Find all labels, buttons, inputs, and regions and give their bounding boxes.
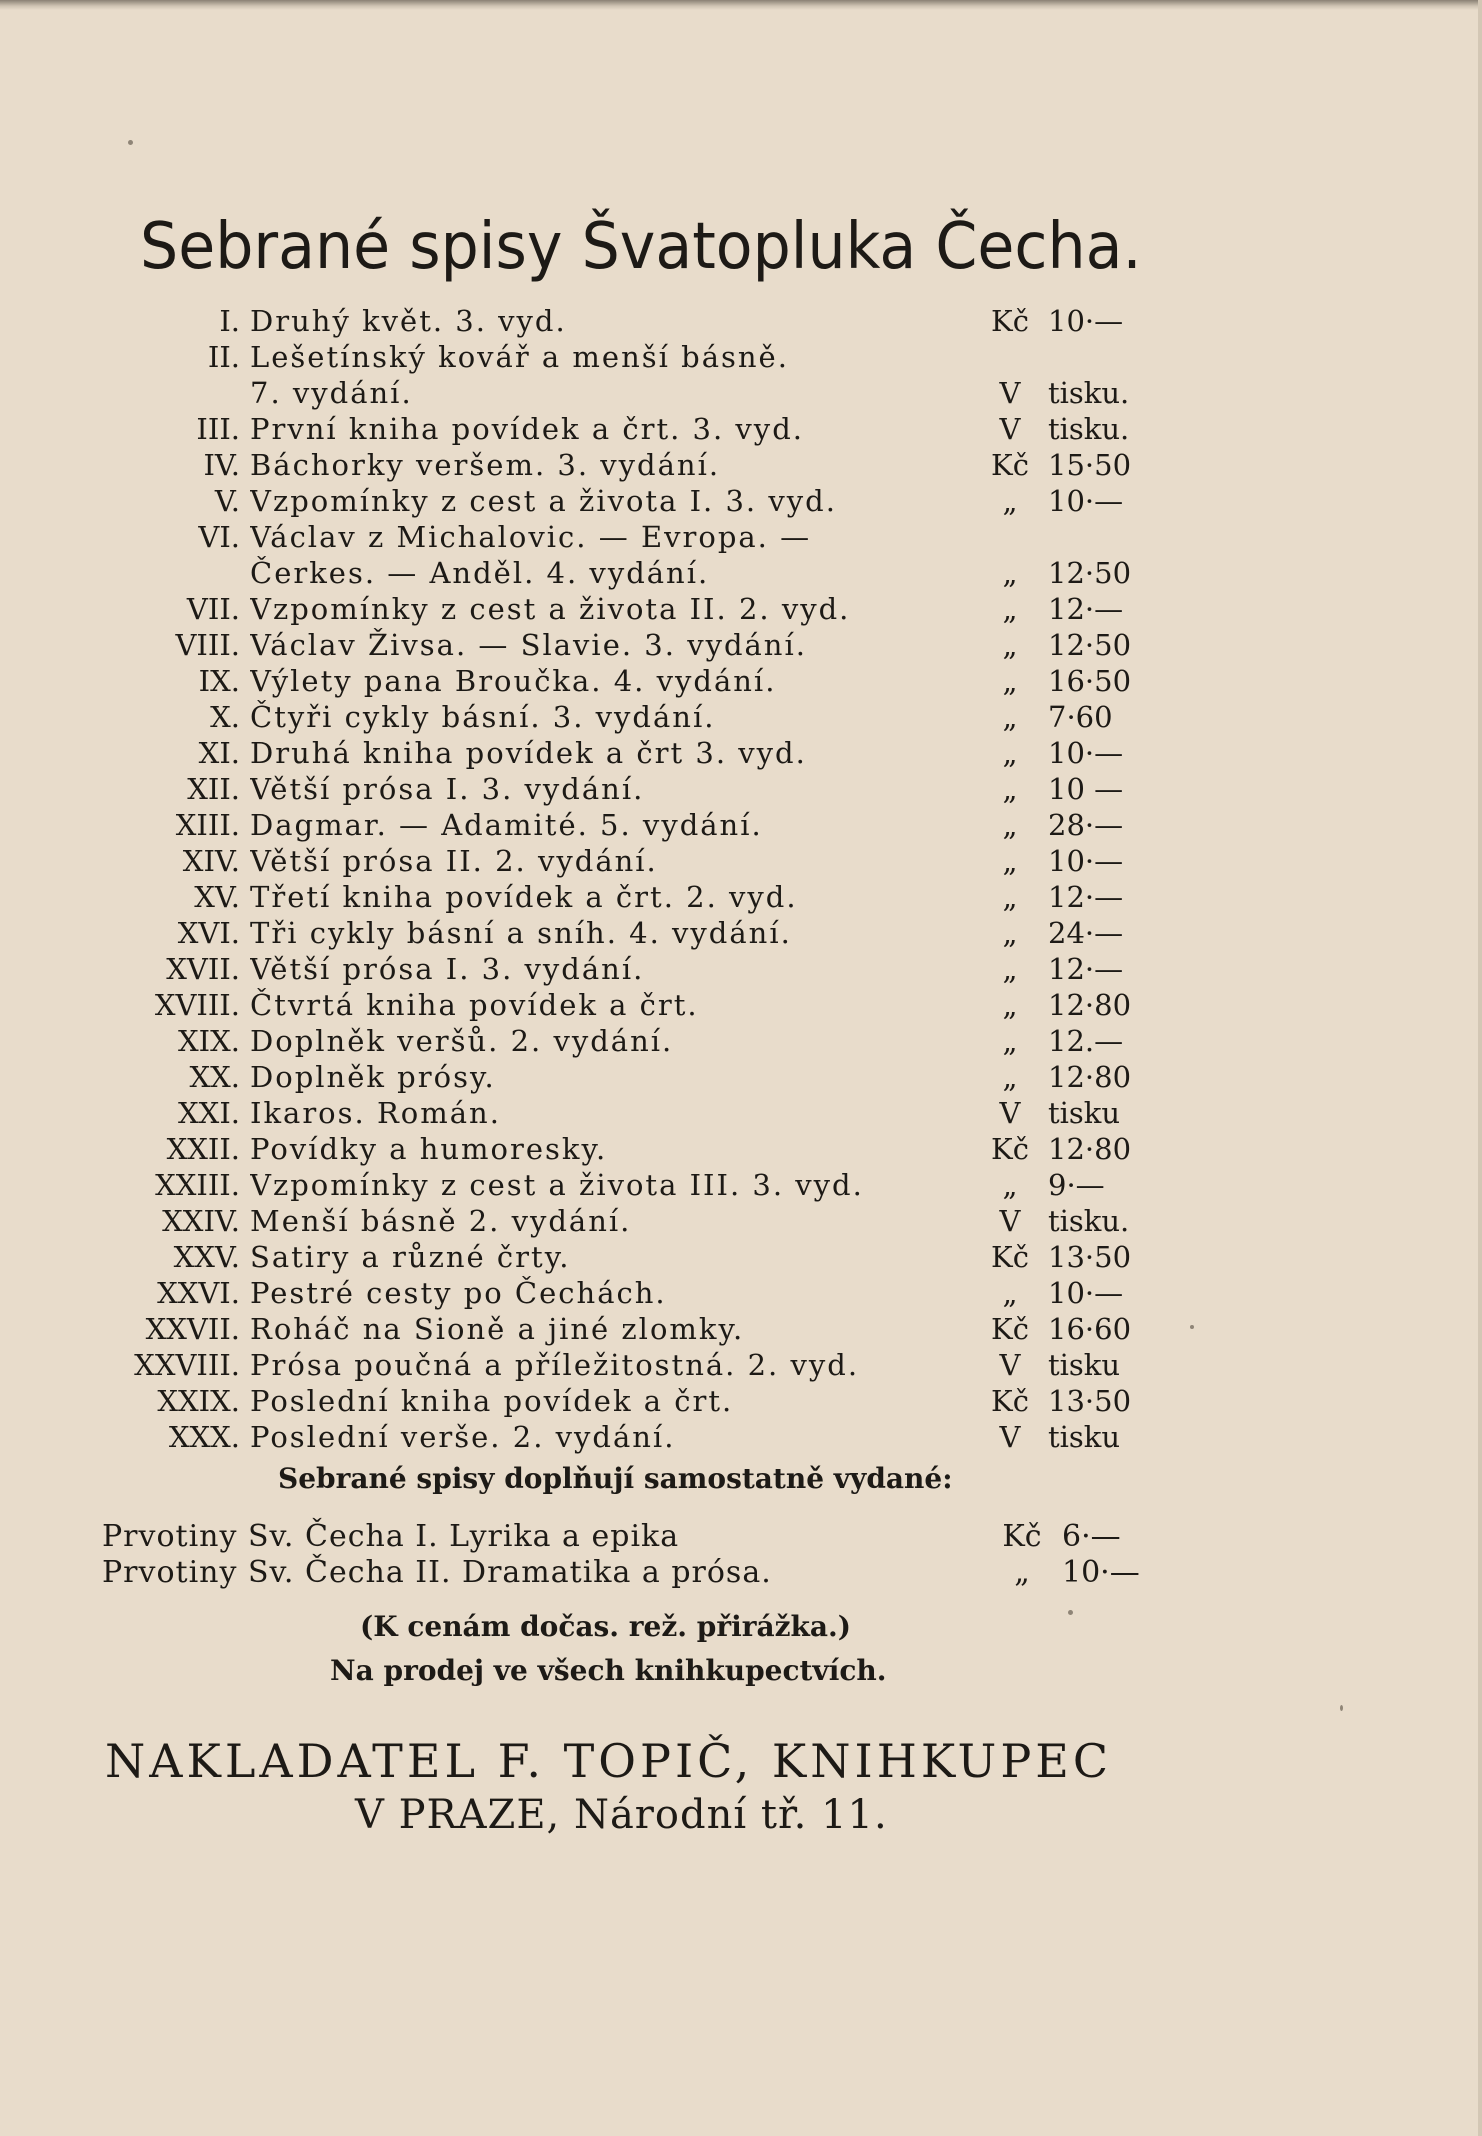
volume-price: 12·—: [1048, 880, 1124, 914]
volume-row: [90, 1418, 1200, 1454]
volume-title: Druhá kniha povídek a črt 3. vyd.: [250, 736, 807, 770]
volume-price: tisku: [1048, 1096, 1121, 1130]
volume-row: [90, 590, 1200, 626]
volume-currency: Kč: [991, 1132, 1029, 1166]
volume-row: [90, 1058, 1200, 1094]
volume-number: XVIII.: [154, 988, 240, 1022]
volume-row: [90, 626, 1200, 662]
volume-price: 10·—: [1048, 1276, 1124, 1310]
supplement-row: [102, 1518, 1202, 1554]
volume-number: XXX.: [168, 1420, 240, 1454]
volume-number: XII.: [187, 772, 240, 806]
volume-currency: V: [999, 1420, 1021, 1454]
supplement-heading: Sebrané spisy doplňují samostatně vydané:: [278, 1462, 953, 1495]
volume-price: 12·80: [1048, 988, 1132, 1022]
volume-currency: Kč: [991, 1384, 1029, 1418]
volume-number: X.: [210, 700, 240, 734]
page-right-edge: [1478, 0, 1482, 2136]
volume-currency: „: [1002, 556, 1018, 590]
volume-currency: „: [1002, 700, 1018, 734]
volume-currency: „: [1002, 988, 1018, 1022]
volume-number: XVI.: [177, 916, 240, 950]
volume-currency: „: [1002, 844, 1018, 878]
volume-title: Roháč na Sioně a jiné zlomky.: [250, 1312, 745, 1346]
volume-number: I.: [219, 304, 240, 338]
volume-title: Třetí kniha povídek a črt. 2. vyd.: [250, 880, 798, 914]
volume-row: [90, 302, 1200, 338]
volume-row: [90, 698, 1200, 734]
volume-title: Menší básně 2. vydání.: [250, 1204, 632, 1238]
volume-price: 10·—: [1048, 304, 1124, 338]
volume-row: [90, 446, 1200, 482]
volume-title: Dagmar. — Adamité. 5. vydání.: [250, 808, 763, 842]
volume-row: [90, 554, 1200, 590]
volume-row: [90, 1310, 1200, 1346]
volume-row: [90, 770, 1200, 806]
volume-title: Pestré cesty po Čechách.: [250, 1276, 667, 1310]
volume-title: Doplněk veršů. 2. vydání.: [250, 1024, 674, 1058]
volume-currency: V: [999, 412, 1021, 446]
volume-currency: „: [1002, 664, 1018, 698]
volume-number: V.: [214, 484, 240, 518]
volume-title: Druhý květ. 3. vyd.: [250, 304, 567, 338]
volume-number: IV.: [203, 448, 240, 482]
volume-price: 12·80: [1048, 1060, 1132, 1094]
volume-title: Tři cykly básní a sníh. 4. vydání.: [250, 916, 792, 950]
volume-number: XXI.: [178, 1096, 240, 1130]
volume-row: [90, 1166, 1200, 1202]
supplement-price: 10·—: [1062, 1555, 1140, 1590]
volume-title: Poslední verše. 2. vydání.: [250, 1420, 676, 1454]
volume-currency: V: [999, 1096, 1021, 1130]
volume-number: IX.: [198, 664, 240, 698]
volume-title: Čtyři cykly básní. 3. vydání.: [250, 700, 716, 734]
volume-currency: „: [1002, 880, 1018, 914]
volume-currency: Kč: [991, 1312, 1029, 1346]
volume-title: Satiry a různé črty.: [250, 1240, 571, 1274]
volume-currency: „: [1002, 628, 1018, 662]
volume-number: XVII.: [166, 952, 240, 986]
volume-row: [90, 1202, 1200, 1238]
volume-currency: „: [1002, 736, 1018, 770]
volume-title: Větší prósa I. 3. vydání.: [250, 952, 645, 986]
volume-number: III.: [196, 412, 240, 446]
volume-row: [90, 482, 1200, 518]
volume-price: 16·50: [1048, 664, 1132, 698]
volume-price: tisku.: [1048, 412, 1130, 446]
volume-row: [90, 914, 1200, 950]
volume-number: XIV.: [182, 844, 240, 878]
volume-row: [90, 950, 1200, 986]
volume-price: 10 —: [1048, 772, 1124, 806]
volume-number: XV.: [194, 880, 240, 914]
supplement-title: Prvotiny Sv. Čecha II. Dramatika a prósa.: [102, 1555, 772, 1590]
supplement-currency: Kč: [1002, 1519, 1042, 1554]
volume-number: XXVIII.: [134, 1348, 240, 1382]
volume-title: Čerkes. — Anděl. 4. vydání.: [250, 556, 710, 590]
volume-title: Báchorky veršem. 3. vydání.: [250, 448, 721, 482]
volume-price: 7·60: [1048, 700, 1113, 734]
surcharge-note: (K cenám dočas. rež. přirážka.): [360, 1610, 852, 1643]
volume-price: 10·—: [1048, 484, 1124, 518]
volume-title: Větší prósa I. 3. vydání.: [250, 772, 645, 806]
volume-title: Václav z Michalovic. — Evropa. —: [250, 520, 812, 554]
volume-currency: V: [999, 376, 1021, 410]
supplement-price: 6·—: [1062, 1519, 1121, 1554]
volume-currency: „: [1002, 592, 1018, 626]
volume-currency: „: [1002, 1024, 1018, 1058]
volume-row: [90, 1022, 1200, 1058]
volume-currency: „: [1002, 1168, 1018, 1202]
supplement-title: Prvotiny Sv. Čecha I. Lyrika a epika: [102, 1519, 680, 1554]
supplement-list: [102, 1518, 1202, 1590]
volume-title: Václav Živsa. — Slavie. 3. vydání.: [250, 628, 807, 662]
volume-number: XXIII.: [155, 1168, 240, 1202]
volume-title: Vzpomínky z cest a života II. 2. vyd.: [250, 592, 851, 626]
volume-price: tisku.: [1048, 376, 1130, 410]
volume-price: 12.—: [1048, 1024, 1124, 1058]
volume-row: [90, 1274, 1200, 1310]
volume-number: XXVII.: [145, 1312, 240, 1346]
volume-price: 12·—: [1048, 592, 1124, 626]
volume-currency: „: [1002, 952, 1018, 986]
volume-price: 15·50: [1048, 448, 1132, 482]
paper-speck: [1068, 1610, 1073, 1615]
volume-price: tisku.: [1048, 1204, 1130, 1238]
volume-price: 13·50: [1048, 1240, 1132, 1274]
volume-number: XXIX.: [157, 1384, 240, 1418]
paper-speck: [128, 140, 133, 145]
supplement-currency: „: [1014, 1555, 1030, 1590]
volume-number: XXVI.: [157, 1276, 240, 1310]
volume-row: [90, 734, 1200, 770]
volume-number: XXIV.: [162, 1204, 240, 1238]
volume-title: Čtvrtá kniha povídek a črt.: [250, 988, 699, 1022]
volume-title: Vzpomínky z cest a života III. 3. vyd.: [250, 1168, 864, 1202]
sale-note: Na prodej ve všech knihkupectvích.: [330, 1654, 887, 1687]
volume-currency: V: [999, 1204, 1021, 1238]
volume-currency: Kč: [991, 448, 1029, 482]
volume-number: VIII.: [175, 628, 240, 662]
volume-row: [90, 986, 1200, 1022]
volume-title: Povídky a humoresky.: [250, 1132, 608, 1166]
volume-number: XIII.: [175, 808, 240, 842]
volume-row: [90, 1094, 1200, 1130]
supplement-row: [102, 1554, 1202, 1590]
volume-price: 9·—: [1048, 1168, 1105, 1202]
page-top-edge: [0, 0, 1482, 10]
volume-row: [90, 1382, 1200, 1418]
page-title: Sebrané spisy Švatopluka Čecha.: [140, 210, 1142, 284]
volume-currency: „: [1002, 1276, 1018, 1310]
volume-number: XXII.: [166, 1132, 240, 1166]
volume-price: 10·—: [1048, 844, 1124, 878]
publisher-name: NAKLADATEL F. TOPIČ, KNIHKUPEC: [105, 1734, 1113, 1788]
volume-currency: Kč: [991, 1240, 1029, 1274]
volume-row: [90, 1238, 1200, 1274]
volume-row: [90, 662, 1200, 698]
volume-title: 7. vydání.: [250, 376, 413, 410]
volume-price: 10·—: [1048, 736, 1124, 770]
volume-title: Prósa poučná a příležitostná. 2. vyd.: [250, 1348, 860, 1382]
paper-speck: [1340, 1705, 1343, 1711]
volume-row: [90, 878, 1200, 914]
volume-price: 13·50: [1048, 1384, 1132, 1418]
volume-number: VI.: [198, 520, 240, 554]
volume-row: [90, 806, 1200, 842]
volume-price: 12·50: [1048, 556, 1132, 590]
volume-currency: „: [1002, 808, 1018, 842]
volume-price: 24·—: [1048, 916, 1124, 950]
volume-number: XI.: [198, 736, 240, 770]
volume-row: [90, 518, 1200, 554]
volume-price: 12·—: [1048, 952, 1124, 986]
volume-row: [90, 338, 1200, 374]
volume-currency: Kč: [991, 304, 1029, 338]
volume-title: Vzpomínky z cest a života I. 3. vyd.: [250, 484, 837, 518]
volume-price: 12·50: [1048, 628, 1132, 662]
volume-price: tisku: [1048, 1348, 1121, 1382]
volume-price: 16·60: [1048, 1312, 1132, 1346]
volume-title: Poslední kniha povídek a črt.: [250, 1384, 734, 1418]
volume-title: Doplněk prósy.: [250, 1060, 496, 1094]
volume-title: Ikaros. Román.: [250, 1096, 501, 1130]
volume-price: tisku: [1048, 1420, 1121, 1454]
publisher-address: V PRAZE, Národní tř. 11.: [355, 1792, 888, 1838]
volume-number: XXV.: [173, 1240, 240, 1274]
volume-title: Lešetínský kovář a menší básně.: [250, 340, 789, 374]
volume-number: XX.: [189, 1060, 240, 1094]
volume-number: II.: [207, 340, 240, 374]
volume-title: Větší prósa II. 2. vydání.: [250, 844, 658, 878]
volume-row: [90, 374, 1200, 410]
volume-row: [90, 842, 1200, 878]
volume-price: 12·80: [1048, 1132, 1132, 1166]
volume-title: Výlety pana Broučka. 4. vydání.: [250, 664, 777, 698]
volume-currency: „: [1002, 772, 1018, 806]
volume-number: XIX.: [178, 1024, 240, 1058]
volume-currency: „: [1002, 484, 1018, 518]
volume-row: [90, 410, 1200, 446]
volume-currency: V: [999, 1348, 1021, 1382]
volume-currency: „: [1002, 1060, 1018, 1094]
volume-number: VII.: [186, 592, 240, 626]
volume-list: [90, 302, 1200, 1454]
volume-row: [90, 1346, 1200, 1382]
volume-currency: „: [1002, 916, 1018, 950]
volume-price: 28·—: [1048, 808, 1124, 842]
volume-title: První kniha povídek a črt. 3. vyd.: [250, 412, 804, 446]
volume-row: [90, 1130, 1200, 1166]
